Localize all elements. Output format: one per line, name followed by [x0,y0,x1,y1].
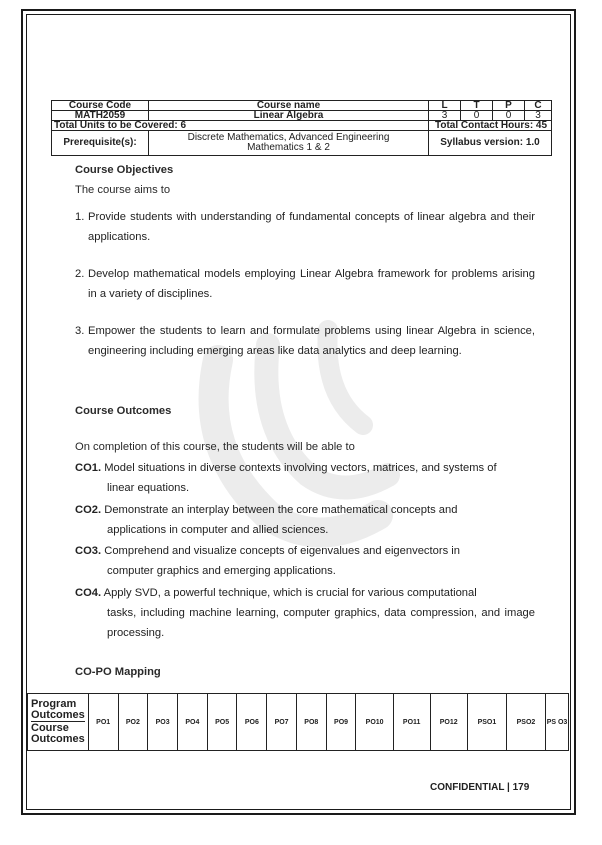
po-column-header: PO9 [326,694,356,751]
objective-item [75,207,535,247]
outcome-text-first: Apply SVD, a powerful technique, which is crucial for various computational [103,587,477,599]
co-po-mapping-table [27,693,569,751]
outcome-item [75,583,535,643]
objectives-heading: Course Objectives [75,164,174,176]
po-column-header: PO7 [267,694,297,751]
po-column-header: PO2 [118,694,148,751]
outcome-text-rest: applications in computer and allied sciences. [107,524,329,536]
t-value: 0 [461,111,493,121]
course-name-header: Course name [149,101,429,111]
course-code: MATH2059 [52,111,149,121]
outcome-text-first: Comprehend and visualize concepts of eigenvalues and eigenvectors in [104,545,460,557]
outcome-text-first: Model situations in diverse contexts involving vectors, matrices, and systems of [104,462,497,474]
p-value: 0 [493,111,525,121]
po-column-header: PO11 [393,694,430,751]
objective-text: Develop mathematical models employing Linear Algebra framework for problems arising in a variety of disciplines. [88,268,535,300]
course-code-header: Course Code [52,101,149,111]
objective-text: Empower the students to learn and formulate problems using linear Algebra in science, engineering including emerging areas like data analytics and deep learning. [88,325,535,357]
objectives-intro: The course aims to [75,184,171,196]
outcome-item [75,500,535,540]
objective-item [75,321,535,361]
outcomes-heading: Course Outcomes [75,405,172,417]
course-name: Linear Algebra [149,111,429,121]
objective-number: 2. [75,268,85,280]
outcome-text-rest: computer graphics and emerging applications. [107,565,336,577]
t-header: T [461,101,493,111]
outcome-item [75,458,535,498]
pso-column-header: PSO1 [467,694,506,751]
l-value: 3 [429,111,461,121]
po-column-header: PO6 [237,694,267,751]
outcomes-intro: On completion of this course, the students will be able to [75,441,355,453]
p-header: P [493,101,525,111]
po-column-header: PO3 [148,694,178,751]
pso-column-header: PS O3 [546,694,569,751]
pso-column-header: PSO2 [506,694,545,751]
outcome-label: CO2. [75,504,102,516]
c-value: 3 [525,111,552,121]
total-units: Total Units to be Covered: 6 [52,121,429,131]
objective-number: 3. [75,325,85,337]
objective-text: Provide students with understanding of fundamental concepts of linear algebra and their applications. [88,211,535,243]
objective-item [75,264,535,304]
outcome-label: CO4. [75,587,102,599]
footer-page-label: CONFIDENTIAL | 179 [430,782,530,793]
total-hours: Total Contact Hours: 45 [429,121,552,131]
outcome-text-rest: linear equations. [107,482,190,494]
syllabus-version: Syllabus version: 1.0 [429,131,552,156]
outcome-text-first: Demonstrate an interplay between the core mathematical concepts and [104,504,458,516]
course-info-table [51,100,552,156]
outcome-text-rest: tasks, including machine learning, computer graphics, data compression, and image processing. [107,607,535,639]
c-header: C [525,101,552,111]
outcome-label: CO3. [75,545,102,557]
po-column-header: PO12 [430,694,467,751]
po-column-header: PO8 [296,694,326,751]
row-header-cell [28,694,89,751]
l-header: L [429,101,461,111]
po-column-header: PO5 [207,694,237,751]
po-column-header: PO1 [88,694,118,751]
prerequisite-label: Prerequisite(s): [52,131,149,156]
course-outcomes-label: Course Outcomes [31,722,85,745]
program-outcomes-label: Program Outcomes [31,698,85,721]
mapping-heading: CO-PO Mapping [75,666,161,678]
outcome-item [75,541,535,581]
outcome-label: CO1. [75,462,102,474]
prerequisite-value: Discrete Mathematics, Advanced Engineering Mathematics 1 & 2 [149,131,429,156]
objective-number: 1. [75,211,85,223]
po-column-header: PO4 [178,694,208,751]
po-column-header: PO10 [356,694,393,751]
